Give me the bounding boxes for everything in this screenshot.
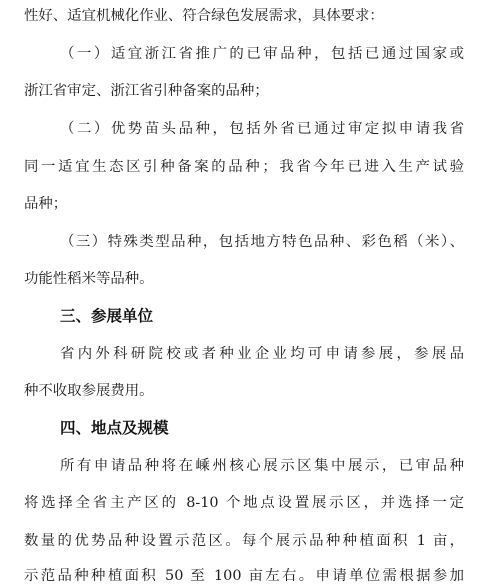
body-line: （三）特殊类型品种，包括地方特色品种、彩色稻（米）、 (60, 234, 464, 250)
body-line: （二）优势苗头品种，包括外省已通过审定拟申请我省 (60, 121, 464, 137)
body-line: 示范品种种植面积 50 至 100 亩左右。申请单位需根据参加 (24, 568, 464, 584)
body-line: 将选择全省主产区的 8-10 个地点设置展示区，并选择一定 (24, 495, 464, 511)
body-line: 所有申请品种将在嵊州核心展示区集中展示，已审品种 (60, 458, 464, 474)
body-line: 功能性稻米等品种。 (24, 271, 154, 287)
body-line: （一）适宜浙江省推广的已审品种，包括已通过国家或 (60, 46, 464, 62)
body-line: 省内外科研院校或者种业企业均可申请参展，参展品 (60, 346, 464, 362)
body-line: 品种； (24, 196, 68, 212)
section-heading-location-scale: 四、地点及规模 (60, 419, 169, 437)
section-heading-exhibitors: 三、参展单位 (60, 307, 154, 325)
body-line: 数量的优势品种设置示范区。每个展示品种种植面积 1 亩， (24, 533, 464, 549)
body-line: 同一适宜生态区引种备案的品种；我省今年已进入生产试验 (24, 159, 464, 175)
body-line: 种不收取参展费用。 (24, 383, 154, 399)
body-line: 浙江省审定、浙江省引种备案的品种； (24, 83, 269, 99)
body-line: 性好、适宜机械化作业、符合绿色发展需求，具体要求： (24, 8, 384, 24)
